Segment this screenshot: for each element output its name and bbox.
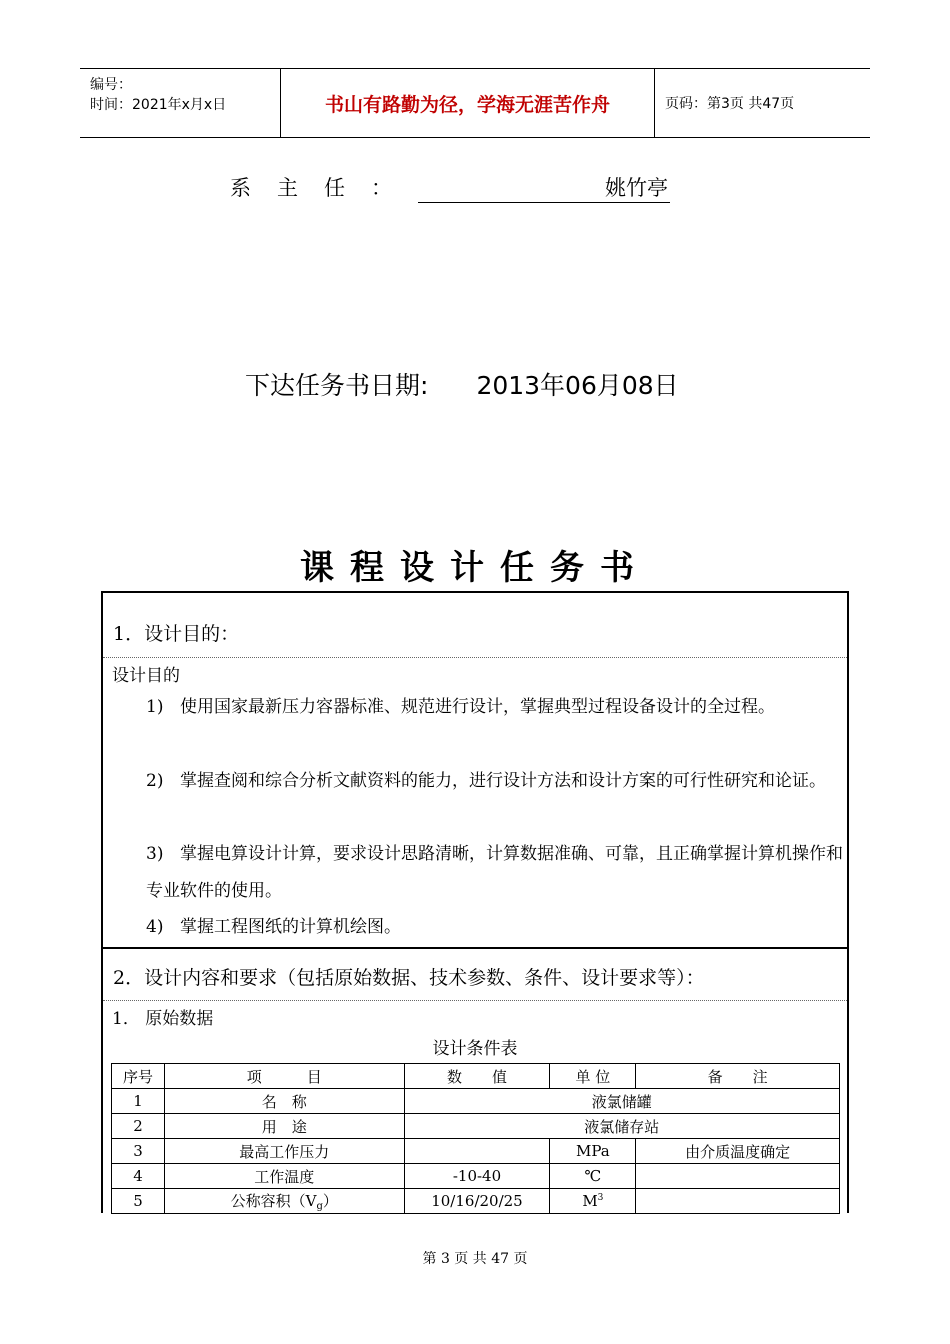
document-title: 课程设计任务书 bbox=[300, 548, 650, 588]
cell-no: 1 bbox=[112, 1089, 165, 1114]
cell-unit: MPa bbox=[550, 1139, 636, 1164]
cell-item: 最高工作压力 bbox=[164, 1139, 404, 1164]
cell-note bbox=[636, 1189, 840, 1214]
list-item-num: 2) bbox=[146, 771, 164, 791]
col-header: 数 值 bbox=[404, 1064, 550, 1089]
number-label: 编号： bbox=[90, 77, 132, 93]
cell-unit-text: M bbox=[582, 1192, 598, 1210]
cell-item: 用 途 bbox=[164, 1114, 404, 1139]
cell-no: 4 bbox=[112, 1164, 165, 1189]
cell-no: 3 bbox=[112, 1139, 165, 1164]
list-item-num: 1) bbox=[146, 697, 164, 717]
cell-value: -10-40 bbox=[404, 1164, 550, 1189]
list-item-text: 使用国家最新压力容器标准、规范进行设计，掌握典型过程设备设计的全过程。 bbox=[180, 697, 775, 717]
list-item bbox=[146, 909, 843, 946]
cell-value bbox=[404, 1139, 550, 1164]
cell-unit: ℃ bbox=[550, 1164, 636, 1189]
divider bbox=[103, 1000, 847, 1001]
director-name: 姚竹亭 bbox=[418, 172, 670, 203]
page-header bbox=[80, 68, 870, 138]
table-row bbox=[112, 1164, 840, 1189]
cell-value: 10/16/20/25 bbox=[404, 1189, 550, 1214]
cell-no: 2 bbox=[112, 1114, 165, 1139]
issue-date bbox=[245, 366, 679, 402]
col-header: 单 位 bbox=[550, 1064, 636, 1089]
table-row bbox=[112, 1139, 840, 1164]
cell-item-text: 公称容积（V bbox=[230, 1192, 317, 1210]
table-caption: 设计条件表 bbox=[432, 1039, 518, 1059]
design-conditions-table bbox=[111, 1063, 840, 1214]
header-motto: 书山有路勤为径，学海无涯苦作舟 bbox=[281, 69, 655, 137]
cell-value: 液氯储存站 bbox=[404, 1114, 839, 1139]
cell-item bbox=[164, 1189, 404, 1214]
table-header-row bbox=[112, 1064, 840, 1089]
task-box bbox=[101, 591, 849, 1213]
col-header: 备 注 bbox=[636, 1064, 840, 1089]
col-header: 序号 bbox=[112, 1064, 165, 1089]
cell-note bbox=[636, 1164, 840, 1189]
table-row bbox=[112, 1089, 840, 1114]
cell-unit bbox=[550, 1189, 636, 1214]
section1-intro: 设计目的 bbox=[112, 666, 180, 686]
header-page-info: 页码：第3页 共47页 bbox=[665, 96, 795, 112]
director-label: 系主任： bbox=[230, 176, 418, 200]
issue-date-value: 2013年06月08日 bbox=[476, 371, 679, 400]
cell-no: 5 bbox=[112, 1189, 165, 1214]
table-row bbox=[112, 1114, 840, 1139]
divider bbox=[103, 657, 847, 658]
list-item-text: 掌握电算设计计算，要求设计思路清晰，计算数据准确、可靠，且正确掌握计算机操作和专业软件的使用。 bbox=[146, 844, 843, 901]
cell-item: 名 称 bbox=[164, 1089, 404, 1114]
director-line bbox=[230, 172, 670, 203]
header-left-cell bbox=[80, 69, 281, 137]
section-divider bbox=[103, 947, 847, 949]
page-footer: 第 3 页 共 47 页 bbox=[422, 1251, 528, 1267]
time-label: 时间：2021年x月x日 bbox=[90, 97, 227, 113]
list-item bbox=[146, 763, 843, 800]
section2-heading: 2．设计内容和要求（包括原始数据、技术参数、条件、设计要求等）： bbox=[113, 967, 705, 989]
list-item-text: 掌握工程图纸的计算机绘图。 bbox=[180, 917, 401, 937]
cell-item-tail: ） bbox=[322, 1192, 338, 1210]
list-item-num: 4) bbox=[146, 917, 164, 937]
cell-value: 液氯储罐 bbox=[404, 1089, 839, 1114]
list-item bbox=[146, 689, 843, 726]
cell-unit-superscript: 3 bbox=[597, 1193, 604, 1203]
issue-date-label: 下达任务书日期: bbox=[245, 371, 429, 400]
cell-item: 工作温度 bbox=[164, 1164, 404, 1189]
cell-note: 由介质温度确定 bbox=[636, 1139, 840, 1164]
section2-sub: 1． 原始数据 bbox=[112, 1009, 214, 1029]
list-item bbox=[146, 836, 843, 910]
section1-heading: 1．设计目的： bbox=[113, 623, 240, 645]
cell-item-subscript: g bbox=[316, 1201, 323, 1212]
col-header: 项 目 bbox=[164, 1064, 404, 1089]
list-item-text: 掌握查阅和综合分析文献资料的能力，进行设计方法和设计方案的可行性研究和论证。 bbox=[180, 771, 826, 791]
list-item-num: 3) bbox=[146, 844, 164, 864]
table-row bbox=[112, 1189, 840, 1214]
